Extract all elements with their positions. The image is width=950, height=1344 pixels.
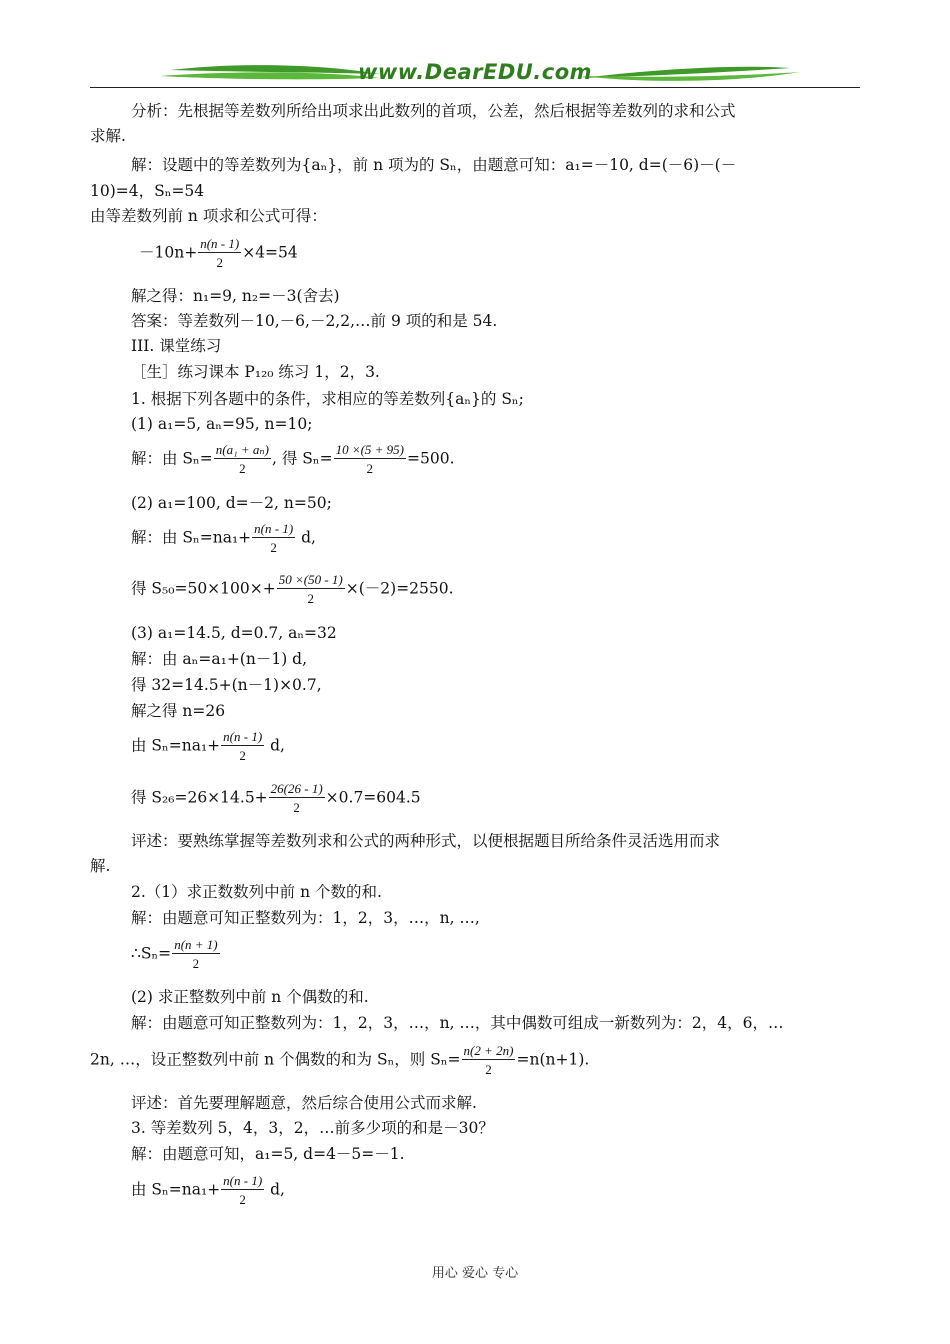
fraction-numerator: n(n - 1) (223, 729, 263, 744)
text-segment: =n(n+1). (516, 1050, 590, 1069)
text-line: 解：由 aₙ=a₁+(n－1) d, (131, 650, 308, 668)
text-line: 解：由题意可知正整数列为：1，2，3，…，n, …，其中偶数可组成一新数列为：2，4，6，… (131, 1014, 784, 1032)
fraction-denominator: 2 (293, 800, 300, 815)
text-line: 答案：等差数列－10,－6,－2,2,…前 9 项的和是 54. (131, 312, 498, 330)
text-segment: 由 Sₙ=na₁+ (131, 736, 221, 755)
site-url: www.DearEDU.com (357, 60, 593, 84)
text-segment: 由 Sₙ=na₁+ (131, 1180, 221, 1199)
fraction (198, 236, 241, 271)
text-segment: ∴Sₙ= (131, 944, 172, 963)
fraction-denominator: 2 (307, 591, 314, 606)
text-segment: , 得 Sₙ= (271, 449, 333, 468)
text-line: 解之得 n=26 (131, 702, 226, 720)
page-footer: 用心 爱心 专心 (431, 1266, 519, 1281)
text-line: 得 32=14.5+(n－1)×0.7, (131, 676, 322, 694)
text-segment: 得 S₂₆=26×14.5+ (131, 788, 268, 807)
fraction-denominator: 2 (366, 461, 374, 476)
fraction-numerator: 26(26 - 1) (270, 781, 323, 796)
text-segment: d, (270, 736, 285, 755)
fraction-denominator: 2 (239, 461, 246, 476)
fraction (221, 1173, 264, 1208)
text-line: 求解. (90, 127, 126, 145)
text-line: ［生］练习课本 P₁₂₀ 练习 1，2，3. (131, 363, 380, 381)
fraction-numerator: n(2 + 2n) (463, 1043, 514, 1058)
text-line: 解之得：n₁=9, n₂=－3(舍去) (131, 287, 340, 305)
formula-line (131, 937, 906, 972)
fraction-numerator: 50 ×(50 - 1) (278, 572, 343, 587)
formula-line (139, 236, 914, 271)
fraction (269, 781, 325, 816)
formula-line (90, 1043, 865, 1078)
text-segment: ×4=54 (242, 243, 298, 262)
text-segment: 2n, …，设正整数列中前 n 个偶数的和为 Sₙ，则 Sₙ= (90, 1050, 461, 1069)
fraction-numerator: n(n - 1) (254, 521, 294, 536)
fraction (252, 521, 295, 556)
text-line: 10)=4，Sₙ=54 (90, 182, 205, 200)
fraction-denominator: 2 (216, 255, 223, 270)
text-line: 分析：先根据等差数列所给出项求出此数列的首项，公差，然后根据等差数列的求和公式 (131, 102, 736, 120)
text-segment: －10n+ (139, 243, 198, 262)
text-segment: d, (301, 528, 316, 547)
formula-line (131, 729, 906, 764)
text-segment: d, (270, 1180, 285, 1199)
text-line: 由等差数列前 n 项求和公式可得： (90, 207, 327, 225)
text-line: 解：由题意可知，a₁=5, d=4－5=－1. (131, 1145, 405, 1163)
text-line: III. 课堂练习 (131, 337, 222, 355)
fraction (334, 442, 406, 477)
fraction-denominator: 2 (192, 956, 200, 971)
text-segment: ×(－2)=2550. (345, 579, 454, 598)
formula-line (131, 442, 906, 477)
text-line: (2) 求正整数列中前 n 个偶数的和. (131, 988, 369, 1006)
text-line: 解：设题中的等差数列为{aₙ}，前 n 项为的 Sₙ，由题意可知：a₁=－10, d=(－6)－(－ (131, 156, 737, 174)
text-segment: 得 S₅₀=50×100×+ (131, 579, 276, 598)
fraction-denominator: 2 (239, 1192, 246, 1207)
text-line: (1) a₁=5, aₙ=95, n=10; (131, 415, 313, 433)
formula-line (131, 572, 906, 607)
fraction (172, 937, 219, 972)
fraction (214, 442, 271, 477)
text-line: (3) a₁=14.5, d=0.7, aₙ=32 (131, 624, 337, 642)
fraction-denominator: 2 (239, 748, 246, 763)
fraction (221, 729, 264, 764)
text-line: (2) a₁=100, d=－2, n=50; (131, 494, 332, 512)
formula-line (131, 1173, 906, 1208)
fraction-numerator: 10 ×(5 + 95) (335, 442, 405, 457)
text-line: 解：由题意可知正整数列为：1，2，3，…，n, …, (131, 909, 480, 927)
formula-line (131, 521, 906, 556)
fraction-denominator: 2 (485, 1062, 492, 1077)
text-line: 评述：首先要理解题意，然后综合使用公式而求解. (131, 1094, 477, 1112)
text-segment: =500. (407, 449, 455, 468)
text-segment: 解：由 Sₙ= (131, 449, 213, 468)
text-line: 解. (90, 857, 111, 875)
header-rule (90, 87, 860, 88)
fraction-numerator: n(a₁ + aₙ) (215, 442, 269, 457)
fraction-numerator: n(n + 1) (174, 937, 218, 952)
text-line: 1. 根据下列各题中的条件，求相应的等差数列{aₙ}的 Sₙ; (131, 390, 524, 408)
text-line: 2.（1）求正数数列中前 n 个数的和. (131, 883, 382, 901)
fraction-numerator: n(n - 1) (200, 236, 240, 251)
formula-line (131, 781, 906, 816)
fraction-numerator: n(n - 1) (223, 1173, 263, 1188)
text-line: 3. 等差数列 5，4，3，2，…前多少项的和是－30？ (131, 1119, 494, 1137)
text-segment: ×0.7=604.5 (325, 788, 421, 807)
fraction (462, 1043, 516, 1078)
text-segment: 解：由 Sₙ=na₁+ (131, 528, 252, 547)
fraction-denominator: 2 (270, 540, 277, 555)
fraction (277, 572, 345, 607)
text-line: 评述：要熟练掌握等差数列求和公式的两种形式，以便根据题目所给条件灵活选用而求 (131, 832, 721, 850)
